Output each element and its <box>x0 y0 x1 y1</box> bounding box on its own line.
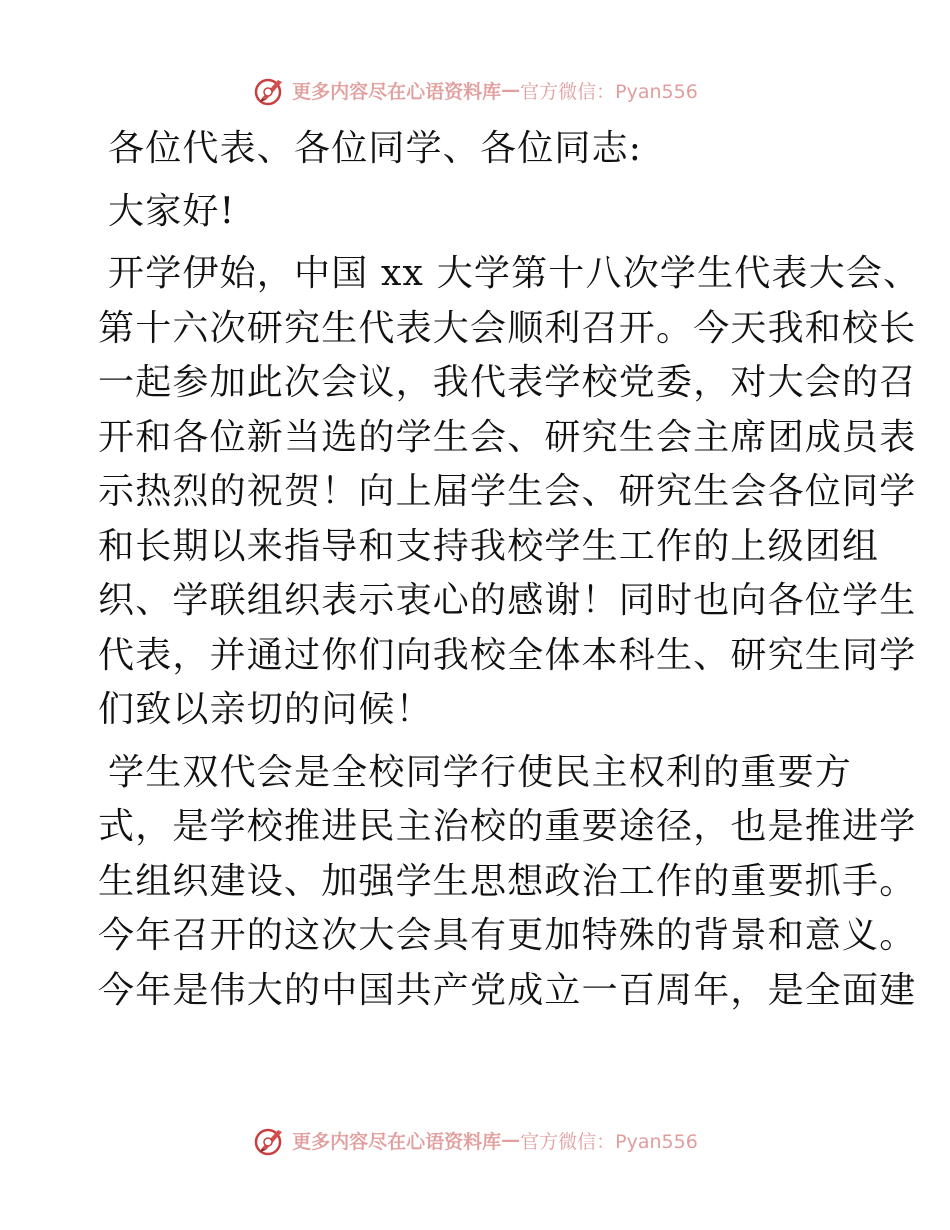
paragraph-salutation <box>98 122 858 177</box>
text-line: 代表，并通过你们向我校全体本科生、研究生同学 <box>98 634 917 676</box>
watermark-sub-text: 官方微信：Pyan556 <box>520 80 698 103</box>
text-line: 第十六次研究生代表大会顺利召开。今天我和校长 <box>98 307 917 349</box>
document-body <box>98 122 921 1026</box>
text-line: 今年召开的这次大会具有更加特殊的背景和意义。 <box>98 915 917 956</box>
paragraph-greeting <box>98 185 858 240</box>
pen-quill-logo-icon <box>252 72 288 108</box>
text-line: 学生双代会是全校同学行使民主权利的重要方 <box>108 751 853 793</box>
watermark-main-text: 更多内容尽在心语资料库 <box>292 80 502 103</box>
watermark-separator: — <box>501 79 521 101</box>
text-line: 们致以亲切的问候！ <box>98 689 433 730</box>
watermark-banner-bottom <box>0 1120 950 1160</box>
pen-quill-logo-icon <box>252 1122 288 1158</box>
text-line: 今年是伟大的中国共产党成立一百周年，是全面建 <box>98 969 917 1011</box>
paragraph-opening <box>98 247 921 738</box>
text-line: 开和各位新当选的学生会、研究生会主席团成员表 <box>98 416 917 458</box>
text-line: 生组织建设、加强学生思想政治工作的重要抓手。 <box>98 860 917 902</box>
paragraph-significance <box>98 746 917 1019</box>
watermark-main-text: 更多内容尽在心语资料库 <box>292 1130 502 1153</box>
text-line: 开学伊始，中国 xx 大学第十八次学生代表大会、 <box>108 253 921 294</box>
text-line: 织、学联组织表示衷心的感谢！同时也向各位学生 <box>98 580 917 621</box>
watermark-sub-text: 官方微信：Pyan556 <box>520 1130 698 1153</box>
watermark-separator: — <box>501 1129 521 1151</box>
text-line: 示热烈的祝贺！向上届学生会、研究生会各位同学 <box>98 471 917 512</box>
text-line: 和长期以来指导和支持我校学生工作的上级团组 <box>98 525 880 567</box>
text-line: 式，是学校推进民主治校的重要途径，也是推进学 <box>98 806 917 847</box>
text-line: 各位代表、各位同学、各位同志: <box>108 128 643 169</box>
text-line: 大家好! <box>108 190 236 232</box>
watermark-banner-top <box>0 70 950 110</box>
text-line: 一起参加此次会议，我代表学校党委，对大会的召 <box>98 362 917 403</box>
